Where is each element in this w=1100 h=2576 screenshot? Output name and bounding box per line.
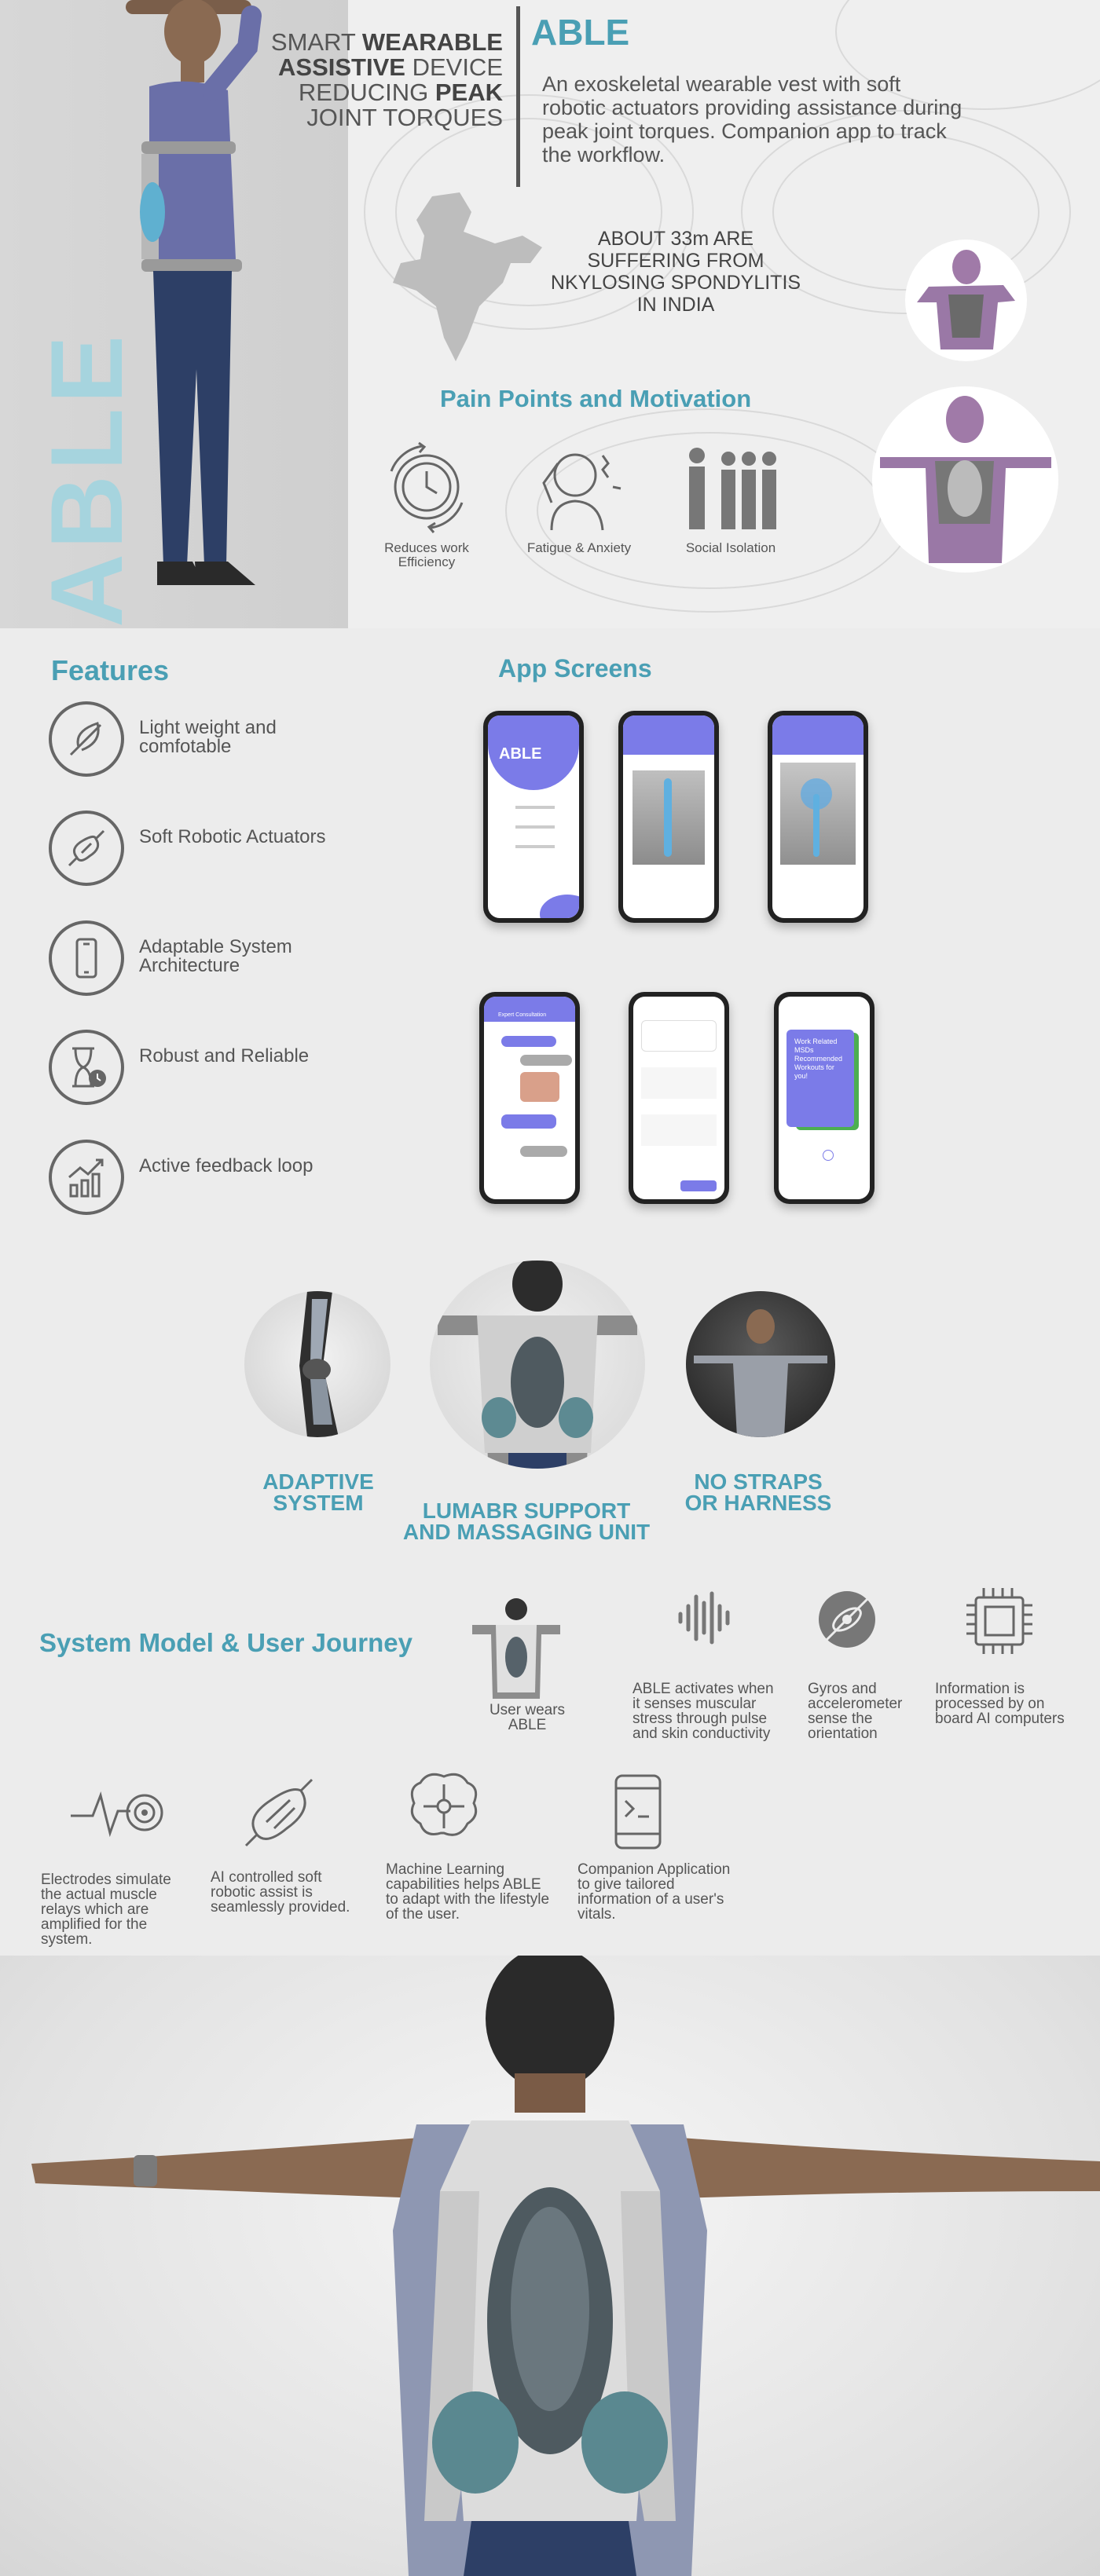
phone-terminal-icon xyxy=(613,1773,663,1855)
skeleton-mesh-figure-small xyxy=(905,240,1027,361)
feature-label: Adaptable System Architecture xyxy=(139,936,292,976)
clock-cycle-icon xyxy=(376,440,478,534)
step-label-gyros: Gyros and accelerometer sense the orientation xyxy=(808,1681,903,1742)
pain-point-isolation xyxy=(668,440,794,555)
isolated-people-icon xyxy=(680,440,782,534)
feature-item-actuators xyxy=(49,810,379,889)
caption-adaptive-system: ADAPTIVE SYSTEM xyxy=(262,1469,374,1515)
feature-label: Robust and Reliable xyxy=(139,1045,310,1067)
sound-wave-icon xyxy=(677,1590,731,1649)
recommendation-card-text: Work Related MSDs Recommended Workouts for you! xyxy=(786,1030,854,1127)
tpose-man-image xyxy=(686,1291,835,1437)
brain-circuit-icon xyxy=(405,1767,483,1850)
lumbar-vest-image xyxy=(430,1261,645,1469)
features-title: Features xyxy=(51,654,170,686)
app-screens-title: App Screens xyxy=(498,654,652,682)
feature-item-architecture xyxy=(49,920,379,999)
pain-point-label: Fatigue & Anxiety xyxy=(526,540,632,555)
pain-point-label: Social Isolation xyxy=(685,540,776,555)
caption-lumbar-support: LUMABR SUPPORT AND MASSAGING UNIT xyxy=(402,1498,651,1544)
pulse-target-icon xyxy=(69,1784,167,1843)
statistic-text: ABOUT 33m ARE SUFFERING FROM NKYLOSING SPONDYLITIS IN INDIA xyxy=(550,228,801,316)
hero-figure-panel xyxy=(0,0,348,628)
caption-no-straps: NO STRAPS OR HARNESS xyxy=(684,1469,832,1515)
step-label-wear: User wears ABLE xyxy=(489,1702,566,1733)
gyroscope-icon xyxy=(816,1588,878,1655)
hero-section xyxy=(0,0,1100,628)
pain-points-title: Pain Points and Motivation xyxy=(440,385,752,412)
tagline-line-4: JOINT TORQUES xyxy=(306,104,503,131)
pain-point-label: Reduces work Efficiency xyxy=(384,540,469,569)
stressed-person-icon xyxy=(528,440,630,534)
system-model-title: System Model & User Journey xyxy=(39,1628,412,1657)
step-label-processing: Information is processed by on board AI computers xyxy=(935,1681,1065,1727)
splash-app-title: ABLE xyxy=(499,745,542,763)
side-brand-word: ABLE xyxy=(29,331,144,628)
feature-item-robust xyxy=(49,1030,379,1108)
product-description: An exoskeletal wearable vest with soft robotic actuators providing assistance during peak joint torques. Companion app to track the workflow. xyxy=(542,72,962,166)
man-wearing-vest-figure xyxy=(0,1956,1100,2576)
skeleton-mesh-figure-large xyxy=(872,386,1058,573)
pain-point-efficiency xyxy=(364,440,490,569)
leg-exoskeleton-image xyxy=(244,1291,390,1437)
feature-item-lightweight xyxy=(49,701,379,780)
feature-item-feedback xyxy=(49,1140,379,1218)
growth-chart-icon xyxy=(49,1140,124,1215)
feather-icon xyxy=(49,701,124,777)
phone-mockup-spine-scan xyxy=(618,711,719,923)
hourglass-clock-icon xyxy=(49,1030,124,1105)
step-label-machine-learning: Machine Learning capabilities helps ABLE to adapt with the lifestyle of the user. xyxy=(386,1861,550,1923)
phone-mockup-booking xyxy=(629,992,729,1204)
vest-back-render xyxy=(0,1956,1100,2576)
feature-label: Soft Robotic Actuators xyxy=(139,826,326,847)
india-map-icon xyxy=(385,188,550,369)
step-label-activates: ABLE activates when it senses muscular stress through pulse and skin conductivity xyxy=(632,1681,774,1742)
chat-header-text: Expert Consultation xyxy=(498,1012,547,1018)
tagline-line-2: ASSISTIVE DEVICE xyxy=(278,53,503,81)
muscle-icon xyxy=(49,810,124,886)
phone-mockup-splash xyxy=(483,711,584,923)
chip-icon xyxy=(963,1585,1036,1661)
step-label-robotic-assist: AI controlled soft robotic assist is seamlessly provided. xyxy=(211,1869,350,1916)
muscle-icon xyxy=(240,1773,318,1856)
phone-mockup-chat xyxy=(479,992,580,1204)
feature-label: Light weight and comfotable xyxy=(139,717,277,757)
step-label-electrodes: Electrodes simulate the actual muscle relays which are amplified for the system. xyxy=(41,1872,171,1948)
tagline-line-1: SMART WEARABLE xyxy=(270,28,503,56)
phone-mockup-pain-map xyxy=(768,711,868,923)
feature-label: Active feedback loop xyxy=(139,1155,314,1176)
brand-title: ABLE xyxy=(531,12,630,53)
pain-point-fatigue xyxy=(516,440,642,555)
step-label-companion-app: Companion Application to give tailored information of a user's vitals. xyxy=(578,1861,731,1923)
vest-icon xyxy=(469,1598,563,1700)
title-divider xyxy=(516,6,520,187)
smartphone-icon xyxy=(49,920,124,996)
phone-mockup-recommendations xyxy=(774,992,874,1204)
tagline-line-3: REDUCING PEAK xyxy=(298,79,503,106)
